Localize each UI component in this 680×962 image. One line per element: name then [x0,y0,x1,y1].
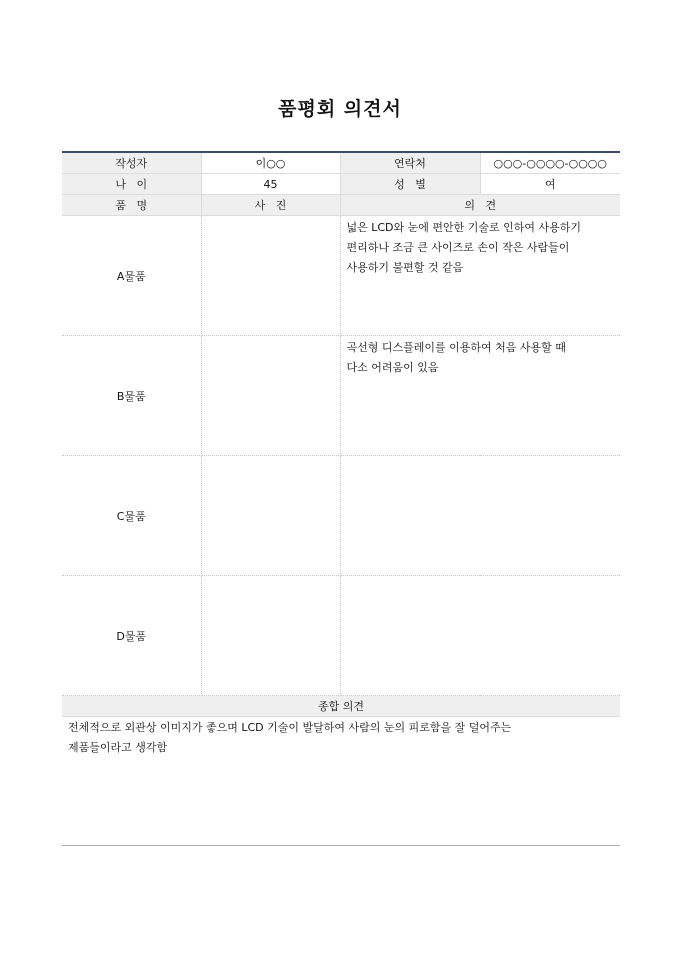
item-row-a [62,216,620,336]
contact-label: 연락처 [340,153,480,174]
info-row-age [62,174,620,195]
column-header-row [62,195,620,216]
age-label: 나 이 [62,174,201,195]
photo-cell [201,576,340,696]
author-value: 이○○ [201,153,340,174]
age-value: 45 [201,174,340,195]
document-title: 품평회 의견서 [278,98,402,120]
item-row-d [62,576,620,696]
photo-cell [201,336,340,456]
item-name: D물품 [62,576,201,696]
item-row-b [62,336,620,456]
photo-column-header: 사 진 [201,195,340,216]
summary-text: 전체적으로 외관상 이미지가 좋으며 LCD 기술이 발달하여 사람의 눈의 피로함을 잘 덜어주는 제품들이라고 생각함 [62,717,620,846]
gender-value: 여 [480,174,620,195]
opinion-cell [340,456,620,576]
author-label: 작성자 [62,153,201,174]
opinion-cell: 곡선형 디스플레이를 이용하여 처음 사용할 때 다소 어려움이 있음 [340,336,620,456]
info-row-author [62,153,620,174]
photo-cell [201,216,340,336]
form-table [62,153,620,846]
gender-label: 성 별 [340,174,480,195]
item-name: B물품 [62,336,201,456]
evaluation-form [62,151,620,846]
product-column-header: 품 명 [62,195,201,216]
summary-body-row [62,717,620,846]
contact-value: ○○○-○○○○-○○○○ [480,153,620,174]
opinion-cell [340,576,620,696]
summary-label: 종합 의견 [62,696,620,717]
photo-cell [201,456,340,576]
item-row-c [62,456,620,576]
summary-header-row [62,696,620,717]
item-name: A물품 [62,216,201,336]
item-name: C물품 [62,456,201,576]
opinion-cell: 넓은 LCD와 눈에 편안한 기술로 인하여 사용하기 편리하나 조금 큰 사이즈로 손이 작은 사람들이 사용하기 불편할 것 같음 [340,216,620,336]
opinion-column-header: 의 견 [340,195,620,216]
